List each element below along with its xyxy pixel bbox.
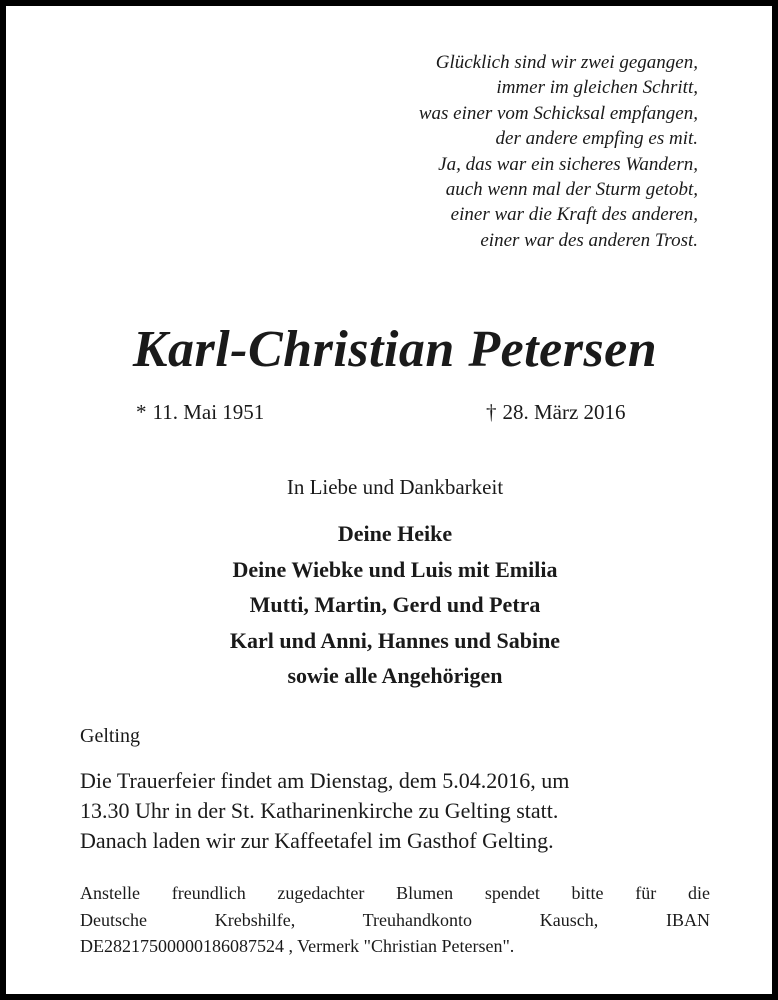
dedication: In Liebe und Dankbarkeit (286, 475, 504, 499)
donation-line: Deutsche Krebshilfe, Treuhandkonto Kausch, IBAN (80, 909, 710, 930)
funeral-notice (80, 766, 710, 856)
donation-line: DE28217500000186087524 , Vermerk "Christian Petersen". (80, 936, 515, 956)
poem-line: der andere empfing es mit. (495, 128, 698, 150)
poem-line: einer war des anderen Trost. (480, 229, 698, 251)
family-member: Mutti, Martin, Gerd und Petra (249, 592, 541, 617)
poem-line: auch wenn mal der Sturm getobt, (445, 179, 698, 201)
cross-icon: † (486, 400, 497, 424)
donation-line: Anstelle freundlich zugedachter Blumen spendet bitte für die (80, 883, 710, 903)
family-member: sowie alle Angehörigen (287, 663, 503, 688)
donation-notice (80, 880, 710, 960)
poem-line: einer war die Kraft des anderen, (450, 204, 698, 226)
family-member: Karl und Anni, Hannes und Sabine (229, 627, 561, 653)
poem-line: immer im gleichen Schritt, (496, 77, 698, 99)
funeral-line: Danach laden wir zur Kaffeetafel im Gasthof Gelting. (80, 828, 554, 853)
location: Gelting (80, 725, 140, 747)
poem-line: Ja, das war ein sicheres Wandern, (438, 153, 698, 175)
birth-date-block (136, 398, 264, 426)
family-member: Deine Wiebke und Luis mit Emilia (232, 556, 558, 582)
funeral-line: 13.30 Uhr in der St. Katharinenkirche zu Gelting statt. (80, 798, 559, 823)
deceased-name: Karl-Christian Petersen (132, 321, 658, 378)
poem (278, 50, 698, 253)
death-date-block (486, 398, 626, 426)
death-date: 28. März 2016 (502, 400, 626, 424)
family-member: Deine Heike (337, 521, 453, 546)
family-list (6, 516, 778, 694)
poem-line: Glücklich sind wir zwei gegangen, (435, 52, 698, 73)
funeral-line: Die Trauerfeier findet am Dienstag, dem 5.04.2016, um (80, 768, 570, 793)
star-icon: * (136, 400, 147, 424)
poem-line: was einer vom Schicksal empfangen, (418, 102, 698, 124)
birth-date: 11. Mai 1951 (152, 400, 265, 424)
